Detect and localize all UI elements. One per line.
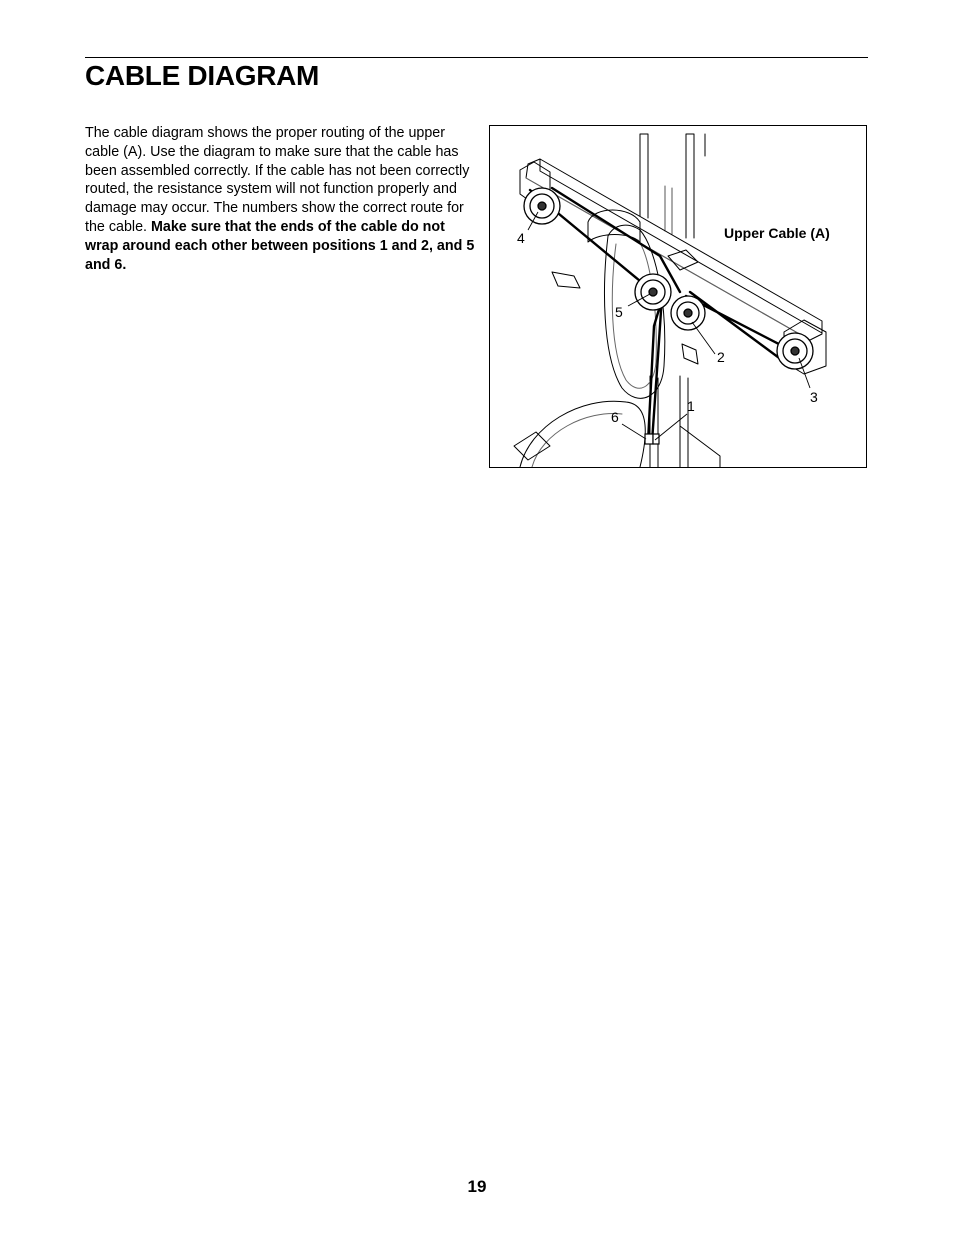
pulley-2	[671, 296, 705, 330]
cable-diagram-figure	[489, 125, 867, 468]
pulley-3	[777, 333, 813, 369]
callout-5: 5	[615, 304, 623, 320]
leader-6	[622, 424, 646, 439]
intro-paragraph	[85, 124, 475, 274]
header-rule	[85, 57, 868, 58]
page-title: CABLE DIAGRAM	[85, 60, 320, 91]
callout-2: 2	[717, 349, 725, 365]
pulley-5	[635, 274, 671, 310]
leader-2	[692, 322, 715, 354]
leader-1	[655, 414, 687, 440]
cable-diagram-illustration	[490, 126, 866, 467]
callout-4: 4	[517, 230, 525, 246]
callout-6: 6	[611, 409, 619, 425]
upper-cable-label: Upper Cable (A)	[724, 225, 830, 241]
page-number: 19	[467, 1177, 487, 1196]
pulley-4	[524, 188, 560, 224]
callout-1: 1	[687, 398, 695, 414]
callout-3: 3	[810, 389, 818, 405]
intro-text: The cable diagram shows the proper routing of the upper cable (A). Use the diagram to make sure that the cable has been assembled correctly. If the cable has not been correctly routed, the resistance system will not function properly and damage may occur. The numbers show the correct route for the cable.	[85, 125, 470, 235]
intro-warning: Make sure that the ends of the cable do not wrap around each other between positions 1 and 2, and 5 and 6.	[85, 218, 475, 273]
